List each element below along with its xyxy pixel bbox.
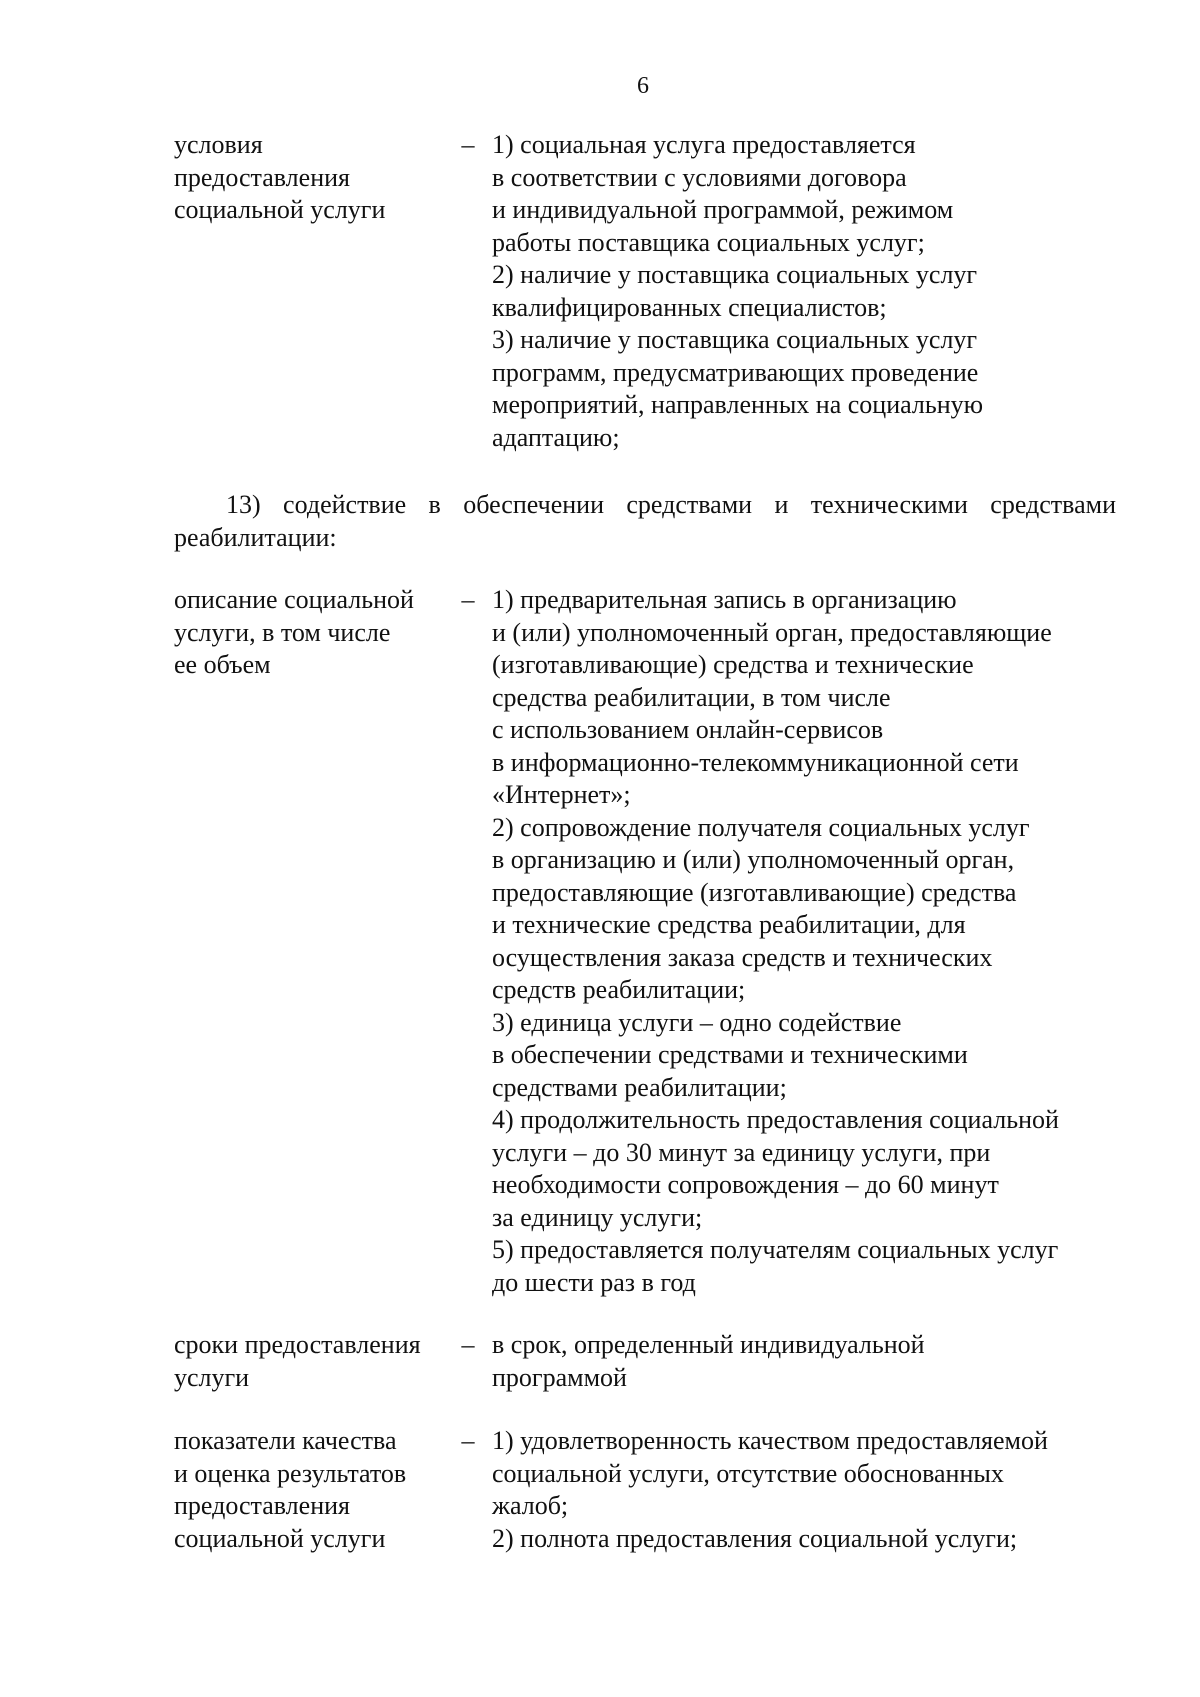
term-line: показатели качества: [174, 1426, 397, 1455]
row-definition: [492, 129, 1112, 454]
term-line: ее объем: [174, 650, 271, 679]
definition-line: в соответствии с условиями договора: [492, 162, 907, 192]
definition-line: 2) полнота предоставления социальной услуги;: [492, 1523, 1018, 1553]
row-term: [174, 584, 449, 682]
definition-line: 1) удовлетворенность качеством предоставляемой: [492, 1426, 1048, 1455]
term-line: и оценка результатов: [174, 1458, 407, 1488]
definition-line: программ, предусматривающих проведение: [492, 357, 979, 387]
term-line: предоставления: [174, 1491, 350, 1520]
definition-line: услуги – до 30 минут за единицу услуги, при: [492, 1137, 991, 1167]
term-line: социальной услуги: [174, 195, 386, 224]
row-term: [174, 1425, 449, 1555]
definition-line: жалоб;: [492, 1491, 569, 1520]
definition-line: и технические средства реабилитации, для: [492, 910, 966, 939]
definition-line: программой: [492, 1362, 627, 1392]
definition-line: работы поставщика социальных услуг;: [492, 227, 925, 257]
definition-line: квалифицированных специалистов;: [492, 292, 887, 322]
term-line: социальной услуги: [174, 1523, 386, 1553]
term-line: услуги: [174, 1362, 250, 1392]
row-definition: [492, 1329, 1112, 1394]
term-line: услуги, в том числе: [174, 617, 391, 647]
definition-line: 2) сопровождение получателя социальных услуг: [492, 812, 1030, 842]
dash-separator: –: [461, 1330, 475, 1359]
definition-line: с использованием онлайн-сервисов: [492, 715, 884, 744]
definition-line: 5) предоставляется получателям социальных услуг: [492, 1235, 1059, 1264]
page-number: 6: [637, 73, 649, 99]
definition-line: и (или) уполномоченный орган, предоставляющие: [492, 617, 1052, 647]
definition-line: в информационно-телекоммуникационной сети: [492, 747, 1019, 777]
section-heading-line: 13) содействие в обеспечении средствами и техническими средствами: [226, 490, 1116, 519]
definition-line: и индивидуальной программой, режимом: [492, 195, 954, 224]
dash-separator: –: [461, 585, 475, 614]
definition-line: средства реабилитации, в том числе: [492, 682, 891, 712]
definition-line: до шести раз в год: [492, 1267, 696, 1297]
row-definition: [492, 1425, 1112, 1555]
row-definition: [492, 584, 1112, 1299]
dash-separator: –: [461, 1426, 475, 1455]
definition-line: в организацию и (или) уполномоченный орган,: [492, 845, 1015, 874]
definition-line: мероприятий, направленных на социальную: [492, 390, 984, 419]
definition-line: 2) наличие у поставщика социальных услуг: [492, 260, 978, 289]
term-line: сроки предоставления: [174, 1330, 421, 1359]
definition-line: «Интернет»;: [492, 780, 631, 809]
definition-line: 3) наличие у поставщика социальных услуг: [492, 325, 978, 354]
definition-line: (изготавливающие) средства и технические: [492, 650, 974, 679]
definition-line: осуществления заказа средств и технических: [492, 942, 993, 972]
definition-line: средств реабилитации;: [492, 975, 746, 1004]
definition-line: за единицу услуги;: [492, 1202, 703, 1232]
term-line: предоставления: [174, 162, 350, 192]
term-line: описание социальной: [174, 585, 414, 614]
section-heading-line: реабилитации:: [174, 522, 337, 552]
term-line: условия: [174, 130, 263, 159]
section-heading-13: [174, 489, 1116, 554]
definition-line: предоставляющие (изготавливающие) средства: [492, 877, 1017, 907]
row-term: [174, 129, 449, 227]
definition-line: социальной услуги, отсутствие обоснованных: [492, 1458, 1004, 1488]
definition-line: в обеспечении средствами и техническими: [492, 1040, 968, 1069]
definition-line: в срок, определенный индивидуальной: [492, 1330, 925, 1359]
definition-line: необходимости сопровождения – до 60 минут: [492, 1170, 999, 1199]
definition-line: средствами реабилитации;: [492, 1072, 787, 1102]
row-term: [174, 1329, 449, 1394]
definition-line: 3) единица услуги – одно содействие: [492, 1007, 902, 1037]
definition-line: 4) продолжительность предоставления социальной: [492, 1105, 1059, 1134]
definition-line: адаптацию;: [492, 422, 620, 452]
definition-line: 1) предварительная запись в организацию: [492, 585, 957, 614]
definition-line: 1) социальная услуга предоставляется: [492, 130, 916, 159]
dash-separator: –: [461, 130, 475, 159]
